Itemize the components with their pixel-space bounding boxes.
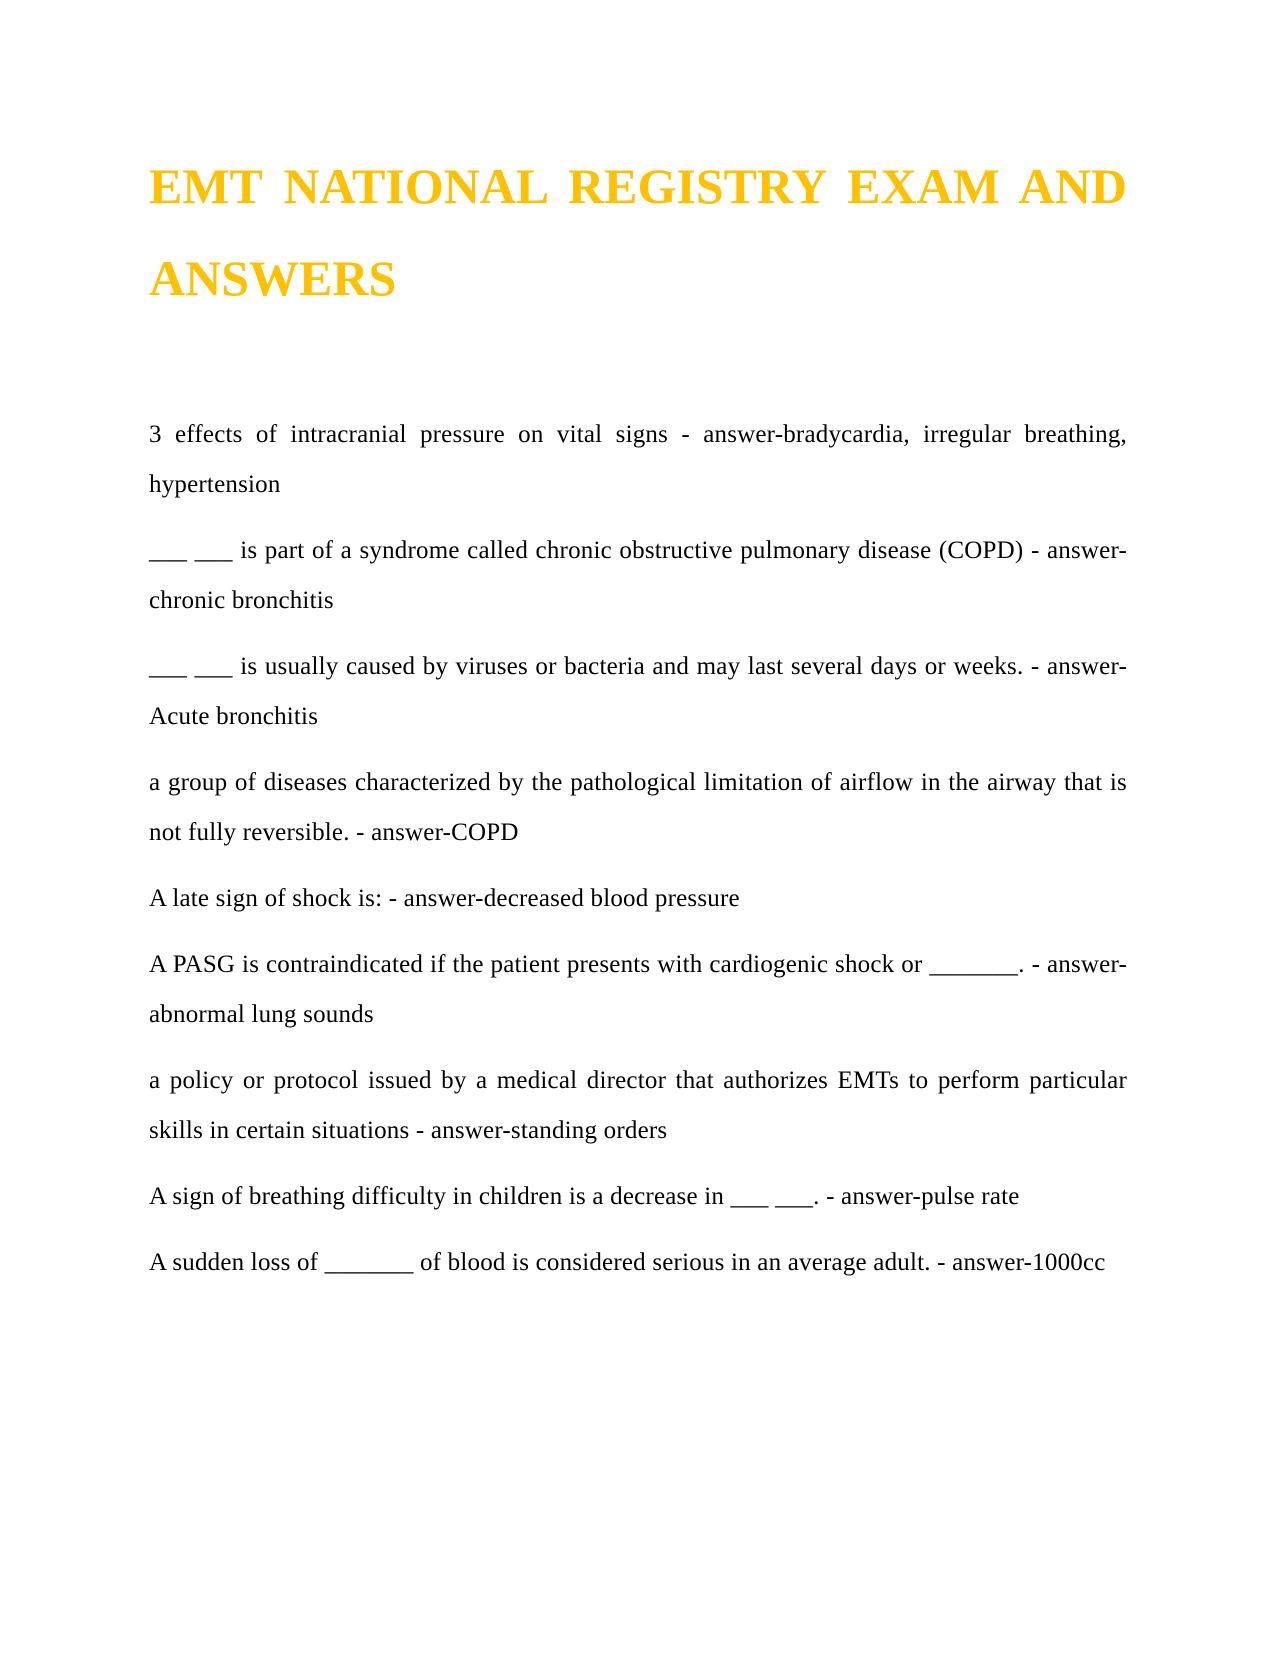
- qa-item: ___ ___ is part of a syndrome called chronic obstructive pulmonary disease (COPD) - answer-chronic bronchitis: [149, 537, 1127, 614]
- qa-item: A PASG is contraindicated if the patient presents with cardiogenic shock or _______. - answer-abnormal lung sounds: [149, 951, 1127, 1028]
- qa-item: A late sign of shock is: - answer-decreased blood pressure: [149, 885, 740, 912]
- qa-item: A sudden loss of _______ of blood is considered serious in an average adult. - answer-1000cc: [149, 1249, 1106, 1276]
- qa-list: [149, 410, 1127, 1304]
- qa-item: a group of diseases characterized by the pathological limitation of airflow in the airway that is not fully reversible. - answer-COPD: [149, 769, 1127, 846]
- qa-item: 3 effects of intracranial pressure on vital signs - answer-bradycardia, irregular breathing, hypertension: [149, 421, 1127, 498]
- document-title: EMT NATIONAL REGISTRY EXAM AND ANSWERS: [149, 158, 1127, 306]
- qa-item: ___ ___ is usually caused by viruses or bacteria and may last several days or weeks. - answer-Acute bronchitis: [149, 653, 1127, 730]
- qa-item: a policy or protocol issued by a medical director that authorizes EMTs to perform particular skills in certain situations - answer-standing orders: [149, 1067, 1127, 1144]
- qa-item: A sign of breathing difficulty in children is a decrease in ___ ___. - answer-pulse rate: [149, 1183, 1020, 1210]
